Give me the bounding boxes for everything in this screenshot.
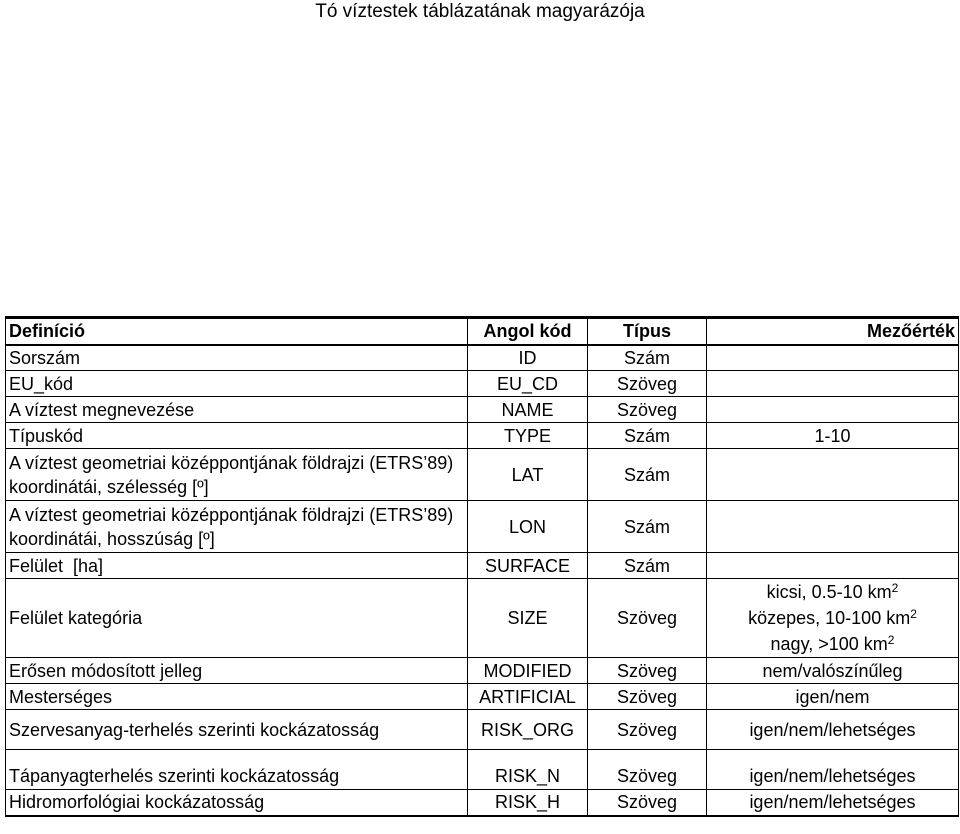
cell-definition: Mesterséges (6, 684, 468, 710)
table-row (6, 345, 959, 371)
table-header-row (6, 318, 959, 345)
table-row (6, 579, 959, 658)
table-row (6, 750, 959, 790)
cell-definition: Tápanyagterhelés szerinti kockázatosság (6, 750, 468, 790)
cell-value: igen/nem/lehetséges (707, 790, 959, 816)
cell-code: SIZE (468, 579, 588, 658)
cell-type: Szám (588, 501, 707, 553)
cell-code: ID (468, 345, 588, 371)
table-row (6, 449, 959, 501)
table-row (6, 658, 959, 684)
cell-type: Szöveg (588, 710, 707, 750)
field-legend-table (5, 316, 959, 817)
cell-definition: Sorszám (6, 345, 468, 371)
cell-definition: Felület kategória (6, 579, 468, 658)
table-row (6, 423, 959, 449)
table-row (6, 684, 959, 710)
cell-type: Szám (588, 423, 707, 449)
cell-type: Szöveg (588, 750, 707, 790)
cell-type: Szöveg (588, 658, 707, 684)
cell-type: Szöveg (588, 790, 707, 816)
cell-definition: EU_kód (6, 371, 468, 397)
size-category-medium: közepes, 10-100 $km^2$ (748, 607, 917, 628)
table-row (6, 371, 959, 397)
cell-value: 1-10 (707, 423, 959, 449)
cell-value (707, 397, 959, 423)
cell-code: TYPE (468, 423, 588, 449)
column-header-english-code: Angol kód (468, 318, 588, 345)
cell-value: igen/nem/lehetséges (707, 750, 959, 790)
cell-type: Szöveg (588, 579, 707, 658)
cell-definition: Felület [ha] (6, 553, 468, 579)
cell-code: ARTIFICIAL (468, 684, 588, 710)
column-header-type: Típus (588, 318, 707, 345)
table-row (6, 553, 959, 579)
cell-value (707, 449, 959, 501)
table-row (6, 397, 959, 423)
cell-code: NAME (468, 397, 588, 423)
cell-definition: A víztest geometriai középpontjának földrajzi (ETRS’89) koordinátái, hosszúság [º] (6, 501, 468, 553)
table-row (6, 790, 959, 816)
cell-code: LON (468, 501, 588, 553)
cell-definition: A víztest geometriai középpontjának földrajzi (ETRS’89) koordinátái, szélesség [º] (6, 449, 468, 501)
cell-definition: Szervesanyag-terhelés szerinti kockázatosság (6, 710, 468, 750)
cell-code: RISK_H (468, 790, 588, 816)
cell-type: Szöveg (588, 684, 707, 710)
cell-type: Szám (588, 449, 707, 501)
cell-definition: A víztest megnevezése (6, 397, 468, 423)
cell-type: Szöveg (588, 397, 707, 423)
cell-code: RISK_N (468, 750, 588, 790)
cell-code: SURFACE (468, 553, 588, 579)
cell-definition: Típuskód (6, 423, 468, 449)
cell-type: Szöveg (588, 371, 707, 397)
column-header-field-value: Mezőérték (707, 318, 959, 345)
table-row (6, 710, 959, 750)
cell-code: MODIFIED (468, 658, 588, 684)
cell-value: nem/valószínűleg (707, 658, 959, 684)
cell-value (707, 501, 959, 553)
cell-code: RISK_ORG (468, 710, 588, 750)
cell-value (707, 345, 959, 371)
cell-value (707, 553, 959, 579)
cell-code: EU_CD (468, 371, 588, 397)
column-header-definition: Definíció (6, 318, 468, 345)
size-category-small: kicsi, 0.5-10 $km^2$ (766, 581, 899, 602)
cell-type: Szám (588, 553, 707, 579)
cell-type: Szám (588, 345, 707, 371)
cell-definition: Hidromorfológiai kockázatosság (6, 790, 468, 816)
size-category-large: nagy, >100 $km^2$ (770, 633, 895, 654)
cell-definition: Erősen módosított jelleg (6, 658, 468, 684)
table-row (6, 501, 959, 553)
cell-value (707, 371, 959, 397)
cell-code: LAT (468, 449, 588, 501)
page-title: Tó víztestek táblázatának magyarázója (315, 1, 645, 22)
cell-value (707, 579, 959, 658)
cell-value: igen/nem/lehetséges (707, 710, 959, 750)
cell-value: igen/nem (707, 684, 959, 710)
